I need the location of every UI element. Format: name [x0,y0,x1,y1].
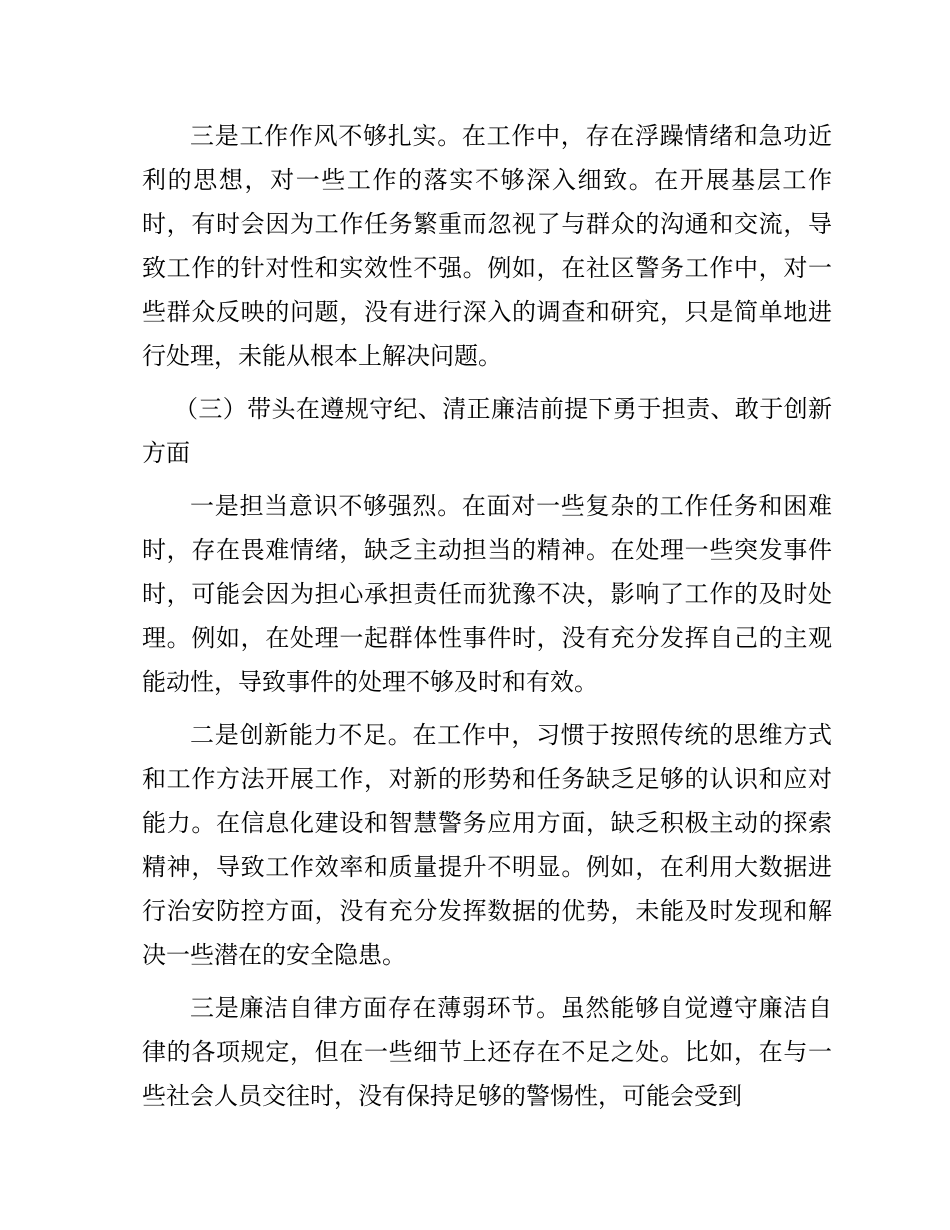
paragraph-integrity: 三是廉洁自律方面存在薄弱环节。虽然能够自觉遵守廉洁自律的各项规定，但在一些细节上还存在不足之处。比如，在与一些社会人员交往时，没有保持足够的警惕性，可能会受到 [142,994,832,1110]
paragraph-work-style: 三是工作作风不够扎实。在工作中，存在浮躁情绪和急功近利的思想，对一些工作的落实不够深入细致。在开展基层工作时，有时会因为工作任务繁重而忽视了与群众的沟通和交流，导致工作的针对性和实效性不强。例如，在社区警务工作中，对一些群众反映的问题，没有进行深入的调查和研究，只是简单地进行处理，未能从根本上解决问题。 [142,122,832,370]
paragraph-responsibility: 一是担当意识不够强烈。在面对一些复杂的工作任务和困难时，存在畏难情绪，缺乏主动担当的精神。在处理一些突发事件时，可能会因为担心承担责任而犹豫不决，影响了工作的及时处理。例如，在处理一起群体性事件时，没有充分发挥自己的主观能动性，导致事件的处理不够及时和有效。 [142,492,832,696]
section-heading-three: （三）带头在遵规守纪、清正廉洁前提下勇于担责、敢于创新方面 [142,395,832,467]
document-body [142,114,832,1127]
paragraph-innovation: 二是创新能力不足。在工作中，习惯于按照传统的思维方式和工作方法开展工作，对新的形势和任务缺乏足够的认识和应对能力。在信息化建设和智慧警务应用方面，缺乏积极主动的探索精神，导致工作效率和质量提升不明显。例如，在利用大数据进行治安防控方面，没有充分发挥数据的优势，未能及时发现和解决一些潜在的安全隐患。 [142,721,832,969]
